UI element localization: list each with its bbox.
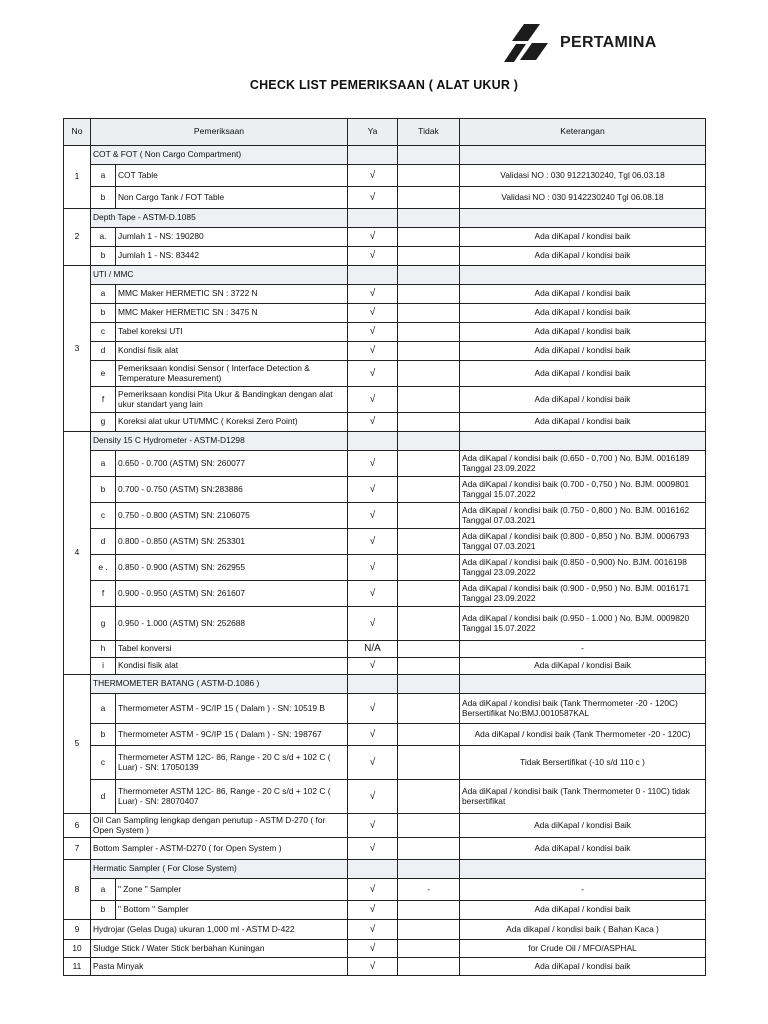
section-keterangan-cell [460,860,706,879]
item-description: Pemeriksaan kondisi Pita Ukur & Bandingkan dengan alat ukur standart yang lain [116,387,348,413]
keterangan-cell: Ada diKapal / kondisi baik [460,285,706,304]
ya-cell: √ [348,323,398,342]
ya-cell: √ [348,780,398,814]
item-description: 0.900 - 0.950 (ASTM) SN: 261607 [116,581,348,607]
ya-cell: √ [348,529,398,555]
ya-cell: √ [348,285,398,304]
item-description: Thermometer ASTM 12C- 86, Range - 20 C s/d + 102 C ( Luar) - SN: 28070407 [116,780,348,814]
section-number: 2 [64,209,91,266]
ya-cell: √ [348,724,398,746]
section-row [64,860,706,879]
ya-cell: √ [348,746,398,780]
item-description: 0.950 - 1.000 (ASTM) SN: 252688 [116,607,348,641]
item-letter: a. [91,228,116,247]
table-row [64,304,706,323]
section-title: Bottom Sampler - ASTM-D270 ( for Open System ) [91,838,348,860]
section-ya-cell [348,146,398,165]
item-letter: b [91,187,116,209]
table-row [64,342,706,361]
item-letter: i [91,658,116,675]
tidak-cell [398,247,460,266]
section-tidak-cell [398,432,460,451]
table-row [64,879,706,901]
item-description: Thermometer ASTM - 9C/IP 15 ( Dalam ) - SN: 10519 B [116,694,348,724]
table-row [64,607,706,641]
keterangan-cell: Ada diKapal / kondisi baik (0.750 - 0,800 ) No. BJM. 0016162 Tanggal 07.03.2021 [460,503,706,529]
tidak-cell [398,323,460,342]
section-keterangan-cell [460,675,706,694]
ya-cell: √ [348,165,398,187]
keterangan-cell: Ada diKapal / kondisi baik [460,304,706,323]
col-header-tidak: Tidak [398,119,460,146]
tidak-cell [398,658,460,675]
table-row [64,555,706,581]
section-keterangan-cell [460,266,706,285]
logo-wordmark: PERTAMINA [560,34,657,51]
item-description: " Zone " Sampler [116,879,348,901]
section-row [64,958,706,976]
item-description: Jumlah 1 - NS: 190280 [116,228,348,247]
tidak-cell [398,304,460,323]
ya-cell: √ [348,694,398,724]
item-letter: c [91,503,116,529]
section-ya-cell: √ [348,838,398,860]
section-ya-cell: √ [348,940,398,958]
item-letter: a [91,694,116,724]
section-tidak-cell [398,209,460,228]
section-number: 3 [64,266,91,432]
item-description: Tabel koreksi UTI [116,323,348,342]
item-letter: a [91,165,116,187]
keterangan-cell: - [460,641,706,658]
item-letter: f [91,387,116,413]
table-row [64,285,706,304]
table-row [64,477,706,503]
item-description: Thermometer ASTM 12C- 86, Range - 20 C s/d + 102 C ( Luar) - SN: 17050139 [116,746,348,780]
pertamina-logo-icon [502,24,554,62]
table-row [64,901,706,920]
item-letter: a [91,451,116,477]
ya-cell: N/A [348,641,398,658]
table-row [64,658,706,675]
ya-cell: √ [348,413,398,432]
tidak-cell [398,387,460,413]
section-keterangan-cell [460,432,706,451]
item-letter: e . [91,555,116,581]
table-row [64,581,706,607]
section-title: Hermatic Sampler ( For Close System) [91,860,348,879]
keterangan-cell: Ada diKapal / kondisi baik [460,901,706,920]
keterangan-cell: - [460,879,706,901]
section-tidak-cell [398,838,460,860]
col-header-ya: Ya [348,119,398,146]
item-description: Pemeriksaan kondisi Sensor ( Interface Detection & Temperature Measurement) [116,361,348,387]
section-tidak-cell [398,814,460,838]
tidak-cell [398,746,460,780]
section-tidak-cell [398,940,460,958]
section-number: 6 [64,814,91,838]
item-description: 0.800 - 0.850 (ASTM) SN: 253301 [116,529,348,555]
table-row [64,724,706,746]
item-letter: c [91,746,116,780]
tidak-cell [398,901,460,920]
keterangan-cell: Ada diKapal / kondisi baik (Tank Thermometer -20 - 120C) [460,724,706,746]
item-letter: b [91,247,116,266]
item-letter: b [91,477,116,503]
tidak-cell [398,165,460,187]
section-tidak-cell [398,958,460,976]
page-title: CHECK LIST PEMERIKSAAN ( ALAT UKUR ) [249,78,519,92]
tidak-cell [398,780,460,814]
item-letter: g [91,413,116,432]
col-header-keterangan: Keterangan [460,119,706,146]
item-letter: a [91,285,116,304]
section-title: Sludge Stick / Water Stick berbahan Kuningan [91,940,348,958]
table-row [64,228,706,247]
keterangan-cell: Ada diKapal / kondisi baik (0.850 - 0,900) No. BJM. 0016198 Tanggal 23.09.2022 [460,555,706,581]
section-keterangan-cell: Ada diKapal / kondisi Baik [460,814,706,838]
section-title: Oil Can Sampling lengkap dengan penutup - ASTM D-270 ( for Open System ) [91,814,348,838]
section-row [64,146,706,165]
section-number: 9 [64,920,91,940]
ya-cell: √ [348,901,398,920]
item-description: COT Table [116,165,348,187]
item-letter: d [91,529,116,555]
section-row [64,838,706,860]
section-row [64,266,706,285]
item-description: MMC Maker HERMETIC SN : 3475 N [116,304,348,323]
section-ya-cell [348,432,398,451]
table-row [64,780,706,814]
keterangan-cell: Ada diKapal / kondisi baik [460,342,706,361]
ya-cell: √ [348,607,398,641]
keterangan-cell: Ada diKapal / kondisi baik (0.800 - 0,850 ) No. BJM. 0006793 Tanggal 07.03.2021 [460,529,706,555]
ya-cell: √ [348,187,398,209]
section-row [64,940,706,958]
tidak-cell [398,187,460,209]
tidak-cell [398,641,460,658]
section-keterangan-cell: Ada diKapal / kondisi baik [460,838,706,860]
keterangan-cell: Ada diKapal / kondisi baik [460,247,706,266]
tidak-cell [398,581,460,607]
item-letter: d [91,780,116,814]
section-ya-cell [348,209,398,228]
tidak-cell [398,477,460,503]
section-ya-cell [348,675,398,694]
section-keterangan-cell: Ada dikapal / kondisi baik ( Bahan Kaca ) [460,920,706,940]
keterangan-cell: Ada diKapal / kondisi Baik [460,658,706,675]
section-number: 1 [64,146,91,209]
item-description: 0.850 - 0.900 (ASTM) SN: 262955 [116,555,348,581]
tidak-cell [398,413,460,432]
section-row [64,209,706,228]
item-description: 0.650 - 0.700 (ASTM) SN: 260077 [116,451,348,477]
tidak-cell [398,361,460,387]
section-number: 7 [64,838,91,860]
ya-cell: √ [348,451,398,477]
ya-cell: √ [348,304,398,323]
section-title: Depth Tape - ASTM-D.1085 [91,209,348,228]
tidak-cell [398,529,460,555]
section-number: 8 [64,860,91,920]
ya-cell: √ [348,555,398,581]
section-ya-cell [348,860,398,879]
section-ya-cell: √ [348,814,398,838]
table-header-row [64,119,706,146]
section-title: THERMOMETER BATANG ( ASTM-D.1086 ) [91,675,348,694]
item-letter: d [91,342,116,361]
section-tidak-cell [398,860,460,879]
section-row [64,814,706,838]
tidak-cell [398,228,460,247]
section-number: 11 [64,958,91,976]
pertamina-logo [502,24,657,62]
keterangan-cell: Ada diKapal / kondisi baik [460,228,706,247]
ya-cell: √ [348,658,398,675]
table-row [64,361,706,387]
ya-cell: √ [348,247,398,266]
tidak-cell [398,342,460,361]
keterangan-cell: Ada diKapal / kondisi baik [460,323,706,342]
section-keterangan-cell: Ada diKapal / kondisi baik [460,958,706,976]
item-description: MMC Maker HERMETIC SN : 3722 N [116,285,348,304]
table-row [64,529,706,555]
section-number: 4 [64,432,91,675]
table-row [64,413,706,432]
ya-cell: √ [348,228,398,247]
item-description: " Bottom " Sampler [116,901,348,920]
tidak-cell [398,503,460,529]
item-description: Koreksi alat ukur UTI/MMC ( Koreksi Zero Point) [116,413,348,432]
item-letter: a [91,879,116,901]
ya-cell: √ [348,387,398,413]
ya-cell: √ [348,879,398,901]
section-title: Pasta Minyak [91,958,348,976]
keterangan-cell: Ada diKapal / kondisi baik [460,387,706,413]
ya-cell: √ [348,361,398,387]
table-row [64,694,706,724]
col-header-pemeriksaan: Pemeriksaan [91,119,348,146]
item-description: Tabel konversi [116,641,348,658]
ya-cell: √ [348,477,398,503]
section-row [64,432,706,451]
item-description: 0.750 - 0.800 (ASTM) SN: 2106075 [116,503,348,529]
tidak-cell [398,555,460,581]
item-letter: b [91,901,116,920]
ya-cell: √ [348,342,398,361]
tidak-cell [398,724,460,746]
item-description: Kondisi fisik alat [116,658,348,675]
item-letter: b [91,724,116,746]
section-tidak-cell [398,146,460,165]
section-ya-cell: √ [348,920,398,940]
checklist-table [63,118,706,976]
keterangan-cell: Ada diKapal / kondisi baik (0.950 - 1.000 ) No. BJM. 0009820 Tanggal 15.07.2022 [460,607,706,641]
tidak-cell [398,694,460,724]
section-keterangan-cell: for Crude Oil / MFO/ASPHAL [460,940,706,958]
section-ya-cell: √ [348,958,398,976]
col-header-no: No [64,119,91,146]
keterangan-cell: Ada diKapal / kondisi baik [460,413,706,432]
section-tidak-cell [398,675,460,694]
table-row [64,451,706,477]
item-letter: g [91,607,116,641]
table-row [64,187,706,209]
tidak-cell [398,607,460,641]
section-keterangan-cell [460,146,706,165]
item-description: Thermometer ASTM - 9C/IP 15 ( Dalam ) - SN: 198767 [116,724,348,746]
tidak-cell [398,285,460,304]
table-row [64,503,706,529]
section-tidak-cell [398,266,460,285]
item-letter: c [91,323,116,342]
item-letter: e [91,361,116,387]
table-row [64,165,706,187]
item-letter: h [91,641,116,658]
tidak-cell: - [398,879,460,901]
item-letter: b [91,304,116,323]
keterangan-cell: Ada diKapal / kondisi baik (0.900 - 0,950 ) No. BJM. 0016171 Tanggal 23.09.2022 [460,581,706,607]
tidak-cell [398,451,460,477]
item-description: Jumlah 1 - NS: 83442 [116,247,348,266]
keterangan-cell: Ada diKapal / kondisi baik (0.650 - 0,700 ) No. BJM. 0016189 Tanggal 23.09.2022 [460,451,706,477]
section-title: Density 15 C Hydrometer - ASTM-D1298 [91,432,348,451]
section-row [64,920,706,940]
section-title: COT & FOT ( Non Cargo Compartment) [91,146,348,165]
keterangan-cell: Validasi NO : 030 9142230240 Tgl 06.08.18 [460,187,706,209]
item-description: 0.700 - 0.750 (ASTM) SN:283886 [116,477,348,503]
item-description: Kondisi fisik alat [116,342,348,361]
keterangan-cell: Ada diKapal / kondisi baik (Tank Thermometer 0 - 110C) tidak bersertifikat [460,780,706,814]
table-row [64,641,706,658]
table-row [64,247,706,266]
keterangan-cell: Ada diKapal / kondisi baik (Tank Thermometer -20 - 120C) Bersertifikat No:BMJ.0010587KAL [460,694,706,724]
table-row [64,746,706,780]
section-title: UTI / MMC [91,266,348,285]
section-title: Hydrojar (Gelas Duga) ukuran 1,000 ml - ASTM D-422 [91,920,348,940]
item-letter: f [91,581,116,607]
ya-cell: √ [348,581,398,607]
section-row [64,675,706,694]
keterangan-cell: Ada diKapal / kondisi baik [460,361,706,387]
section-number: 10 [64,940,91,958]
keterangan-cell: Ada diKapal / kondisi baik (0.700 - 0,750 ) No. BJM. 0009801 Tanggal 15.07.2022 [460,477,706,503]
item-description: Non Cargo Tank / FOT Table [116,187,348,209]
table-row [64,323,706,342]
section-ya-cell [348,266,398,285]
section-keterangan-cell [460,209,706,228]
keterangan-cell: Validasi NO : 030 9122130240, Tgl 06.03.18 [460,165,706,187]
table-row [64,387,706,413]
keterangan-cell: Tidak Bersertifikat (-10 s/d 110 c ) [460,746,706,780]
section-tidak-cell [398,920,460,940]
section-number: 5 [64,675,91,814]
ya-cell: √ [348,503,398,529]
